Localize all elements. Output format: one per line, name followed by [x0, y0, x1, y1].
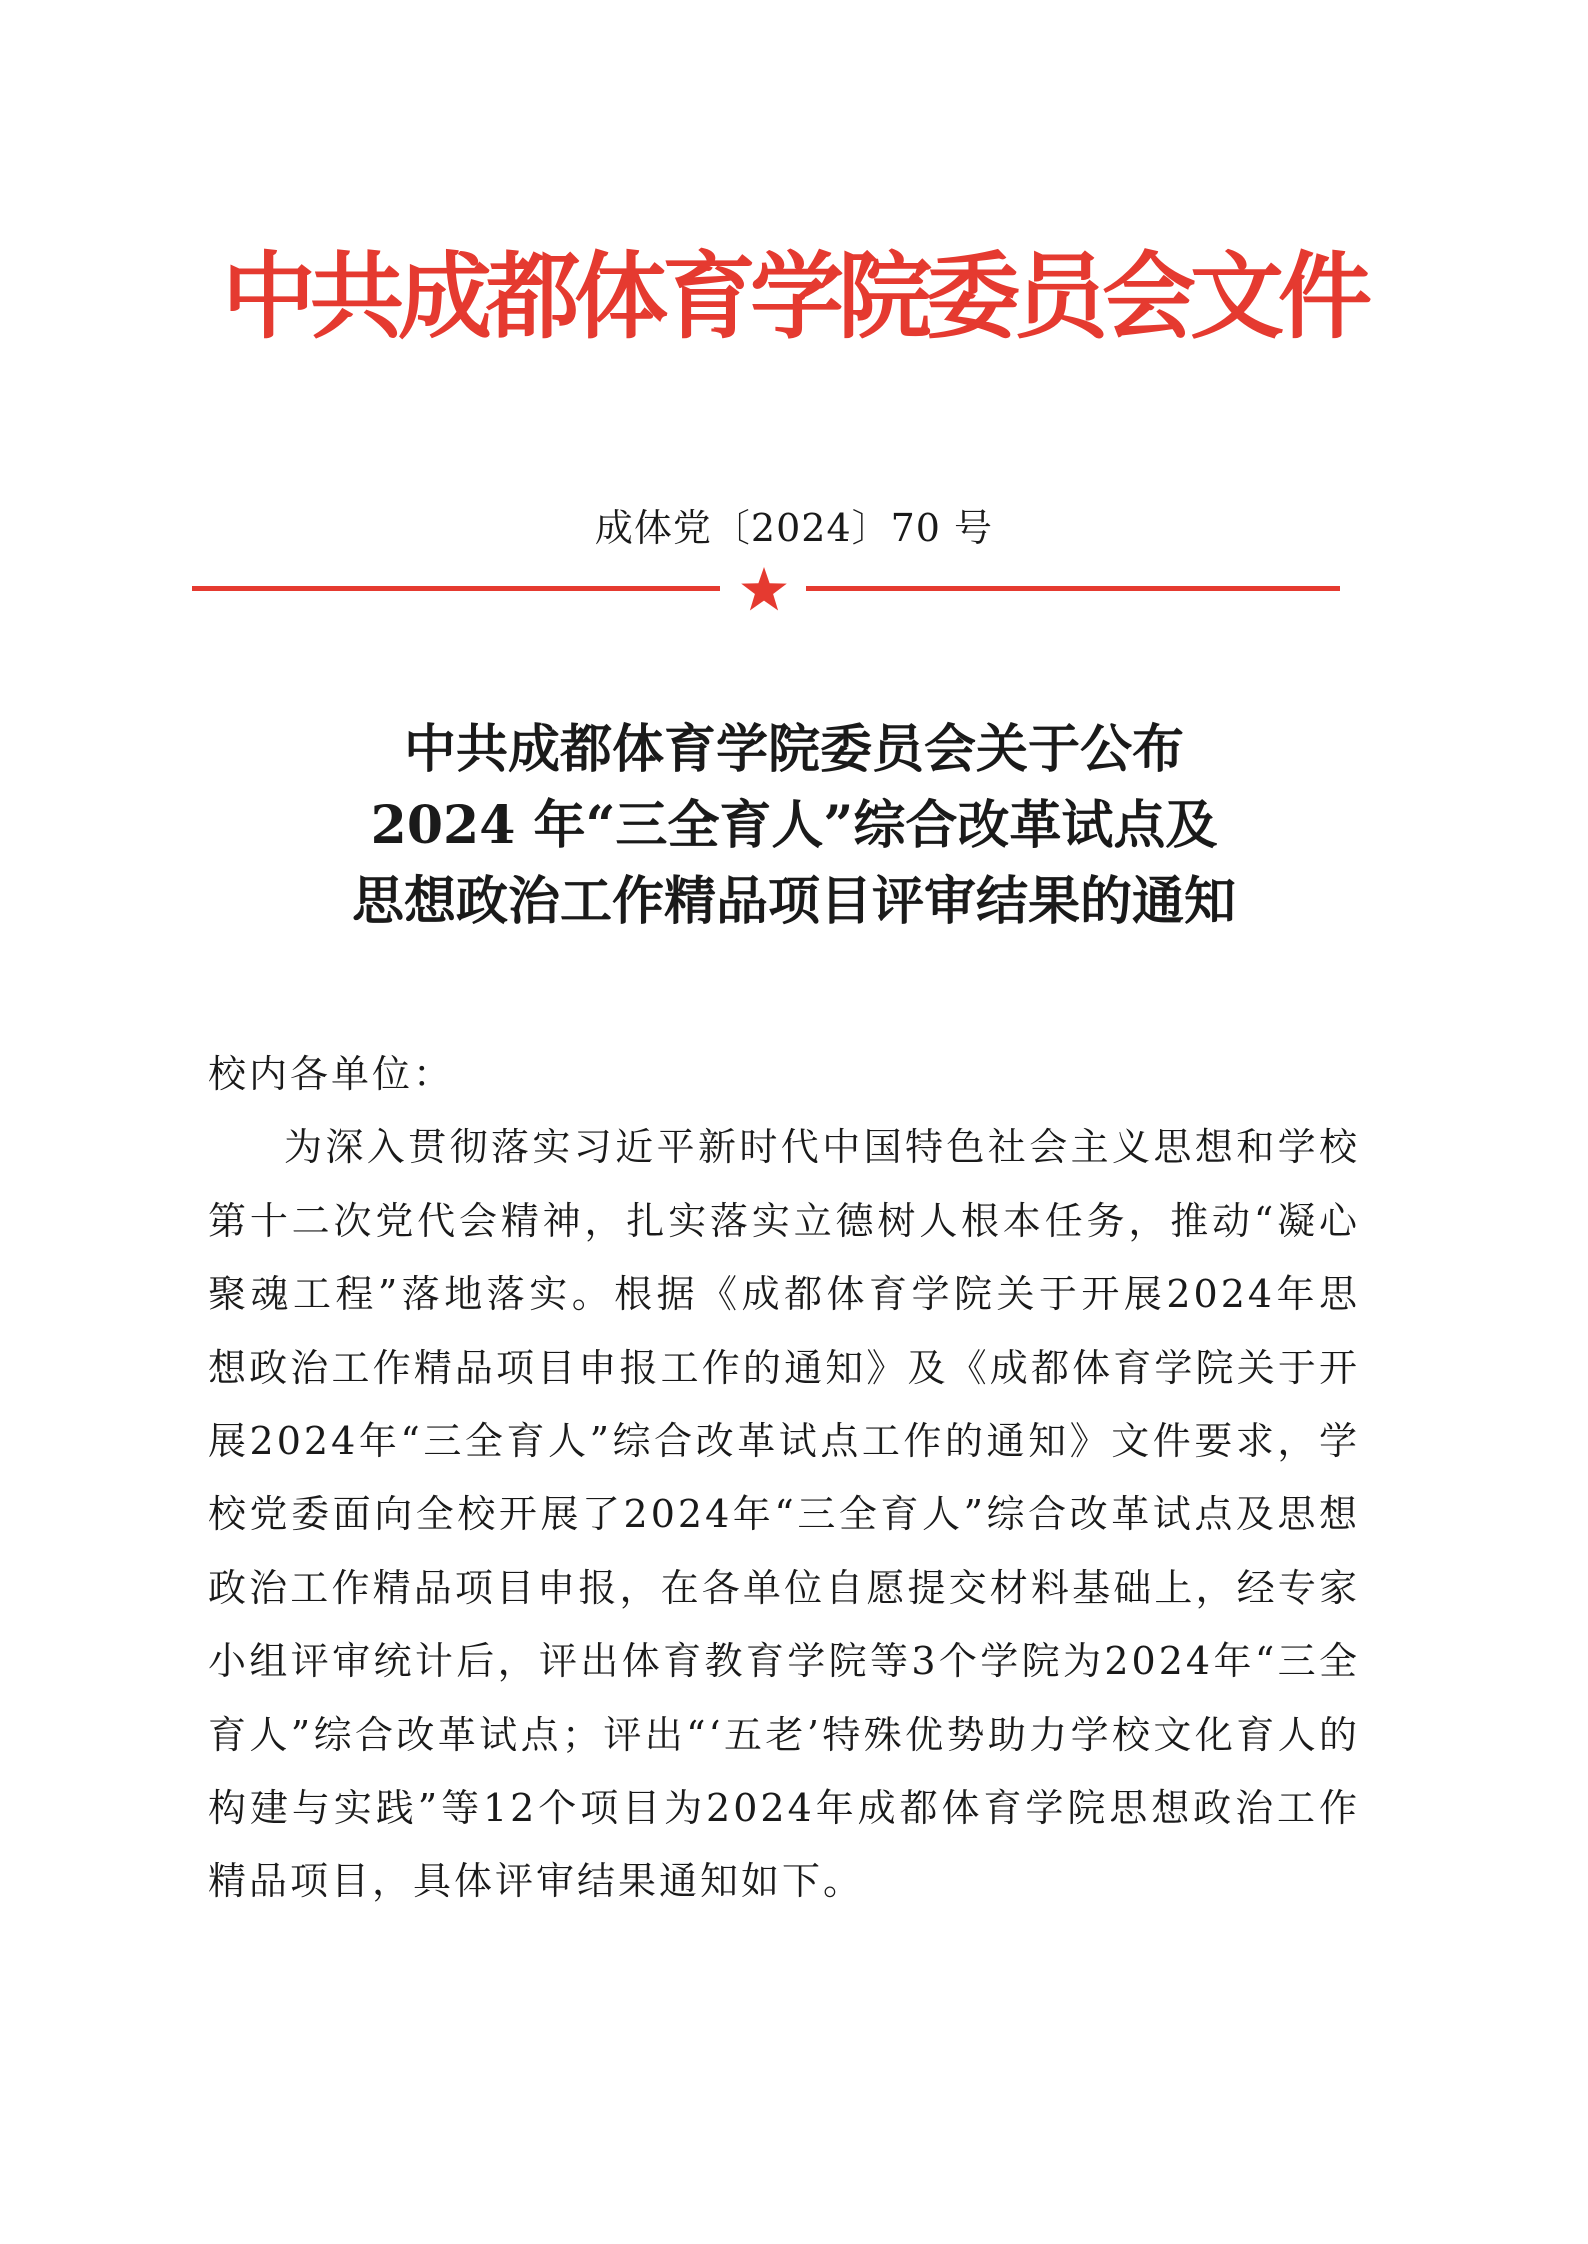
title-line-3: 思想政治工作精品项目评审结果的通知 [351, 871, 1236, 932]
masthead-title: 中共成都体育学院委员会文件 [221, 243, 1366, 352]
body-paragraph: 为深入贯彻落实习近平新时代中国特色社会主义思想和学校第十二次党代会精神，扎实落实立德树人根本任务，推动“凝心聚魂工程”落地落实。根据《成都体育学院关于开展2024年思想政治工作精品项目申报工作的通知》及《成都体育学院关于开展2024年“三全育人”综合改革试点工作的通知》文件要求，学校党委面向全校开展了2024年“三全育人”综合改革试点及思想政治工作精品项目申报，在各单位自愿提交材料基础上，经专家小组评审统计后，评出体育教育学院等3个学院为2024年“三全育人”综合改革试点；评出“‘五老’特殊优势助力学校文化育人的构建与实践”等12个项目为2024年成都体育学院思想政治工作精品项目，具体评审结果通知如下。 [208, 1125, 1360, 1904]
document-number: 成体党〔2024〕70 号 [594, 506, 994, 550]
notice-title [0, 712, 1588, 940]
divider-line-left [192, 586, 720, 591]
divider-line-right [806, 586, 1340, 591]
title-line-1: 中共成都体育学院委员会关于公布 [403, 719, 1184, 780]
title-line-2: 2024 年“三全育人”综合改革试点及 [370, 795, 1218, 856]
notice-body [208, 1038, 1360, 1919]
salutation: 校内各单位： [208, 1052, 455, 1096]
star-icon [740, 566, 788, 612]
red-divider [192, 566, 1340, 612]
